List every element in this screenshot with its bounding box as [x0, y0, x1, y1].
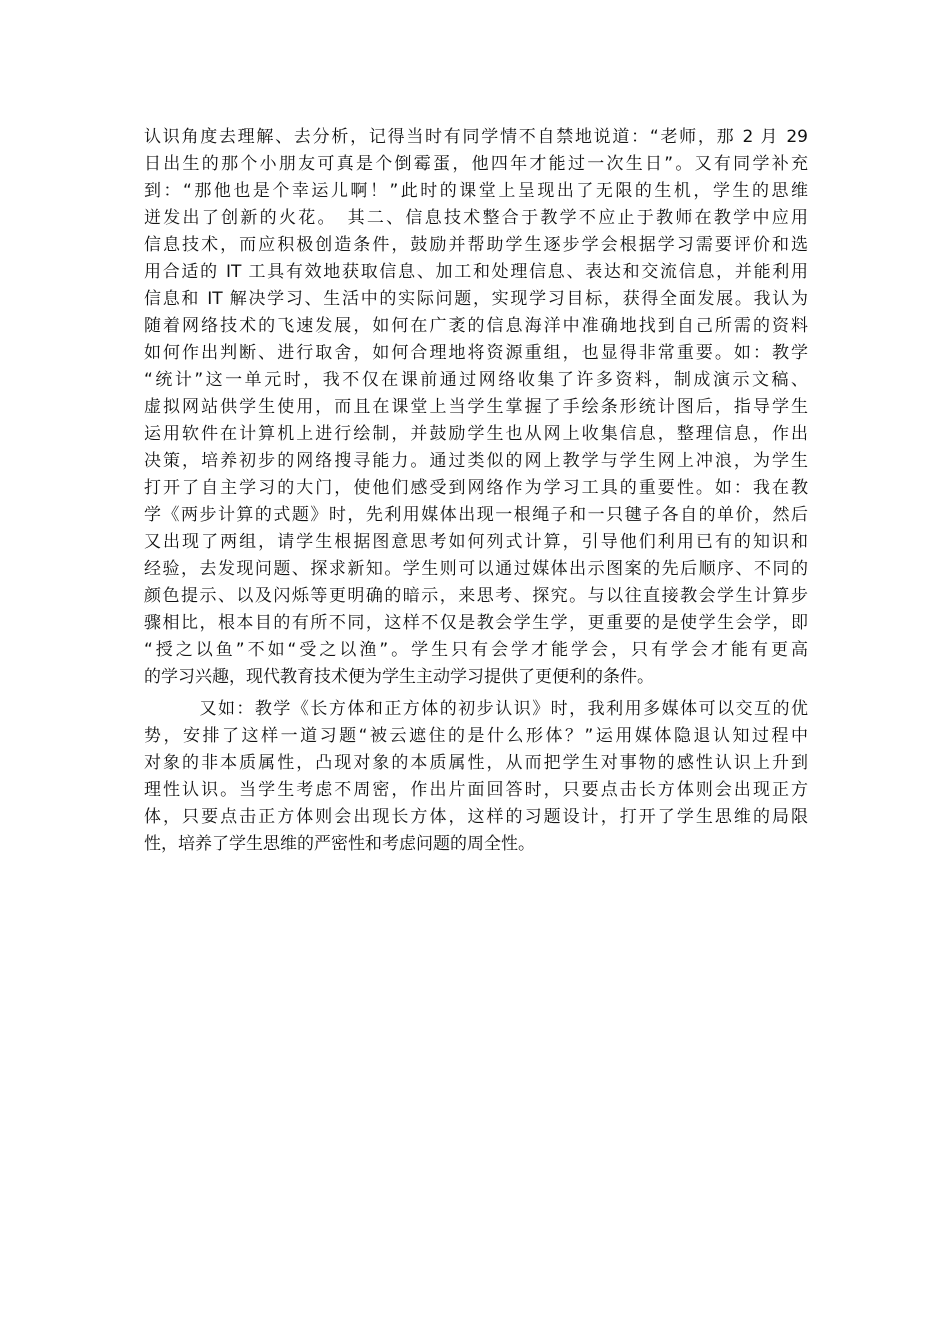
text-line: 颜色提示、以及闪烁等更明确的暗示，来思考、探究。与以往直接教会学生计算步	[144, 586, 808, 606]
text-line: 运用软件在计算机上进行绘制，并鼓励学生也从网上收集信息，整理信息，作出	[144, 424, 808, 444]
text-line: 如何作出判断、进行取舍，如何合理地将资源重组，也显得非常重要。如：教学	[144, 343, 808, 363]
text-line: 学《两步计算的式题》时，先利用媒体出现一根绳子和一只毽子各自的单价，然后	[144, 505, 808, 525]
text-line: 信息技术，而应积极创造条件，鼓励并帮助学生逐步学会根据学习需要评价和选	[144, 235, 808, 255]
text-line: 迸发出了创新的火花。 其二、信息技术整合于教学不应止于教师在教学中应用	[144, 208, 808, 228]
paragraph-2	[144, 696, 808, 858]
text-line: 到：“那他也是个幸运儿啊！”此时的课堂上呈现出了无限的生机，学生的思维	[144, 181, 808, 201]
text-line: 随着网络技术的飞速发展，如何在广袤的信息海洋中准确地找到自己所需的资料	[144, 316, 808, 336]
text-line: 虚拟网站供学生使用，而且在课堂上当学生掌握了手绘条形统计图后，指导学生	[144, 397, 808, 417]
text-line: 经验，去发现问题、探求新知。学生则可以通过媒体出示图案的先后顺序、不同的	[144, 559, 808, 579]
text-line: 骤相比，根本目的有所不同，这样不仅是教会学生学，更重要的是使学生会学，即	[144, 613, 808, 633]
text-line: 的学习兴趣，现代教育技术便为学生主动学习提供了更便利的条件。	[144, 667, 654, 687]
text-line: 理性认识。当学生考虑不周密，作出片面回答时，只要点击长方体则会出现正方	[144, 780, 808, 800]
paragraph-1	[144, 124, 808, 691]
text-line: 势，安排了这样一道习题“被云遮住的是什么形体？”运用媒体隐退认知过程中	[144, 726, 808, 746]
text-line: “统计”这一单元时，我不仅在课前通过网络收集了许多资料，制成演示文稿、	[144, 370, 808, 390]
text-line: 日出生的那个小朋友可真是个倒霉蛋，他四年才能过一次生日”。又有同学补充	[144, 154, 808, 174]
text-line: 用合适的 IT 工具有效地获取信息、加工和处理信息、表达和交流信息，并能利用	[144, 262, 808, 282]
text-line: 决策，培养初步的网络搜寻能力。通过类似的网上教学与学生网上冲浪，为学生	[144, 451, 808, 471]
text-line: 又如：教学《长方体和正方体的初步认识》时，我利用多媒体可以交互的优	[144, 699, 808, 719]
text-line: 对象的非本质属性，凸现对象的本质属性，从而把学生对事物的感性认识上升到	[144, 753, 808, 773]
text-line: “授之以鱼”不如“受之以渔”。学生只有会学才能学会，只有学会才能有更高	[144, 640, 808, 660]
text-line: 认识角度去理解、去分析，记得当时有同学情不自禁地说道：“老师，那 2 月 29	[144, 127, 808, 147]
text-line: 性，培养了学生思维的严密性和考虑问题的周全性。	[144, 834, 535, 854]
document-body	[144, 124, 808, 858]
text-line: 打开了自主学习的大门，使他们感受到网络作为学习工具的重要性。如：我在教	[144, 478, 808, 498]
text-line: 体，只要点击正方体则会出现长方体，这样的习题设计，打开了学生思维的局限	[144, 807, 808, 827]
text-line: 信息和 IT 解决学习、生活中的实际问题，实现学习目标，获得全面发展。我认为	[144, 289, 808, 309]
text-line: 又出现了两组，请学生根据图意思考如何列式计算，引导他们利用已有的知识和	[144, 532, 808, 552]
